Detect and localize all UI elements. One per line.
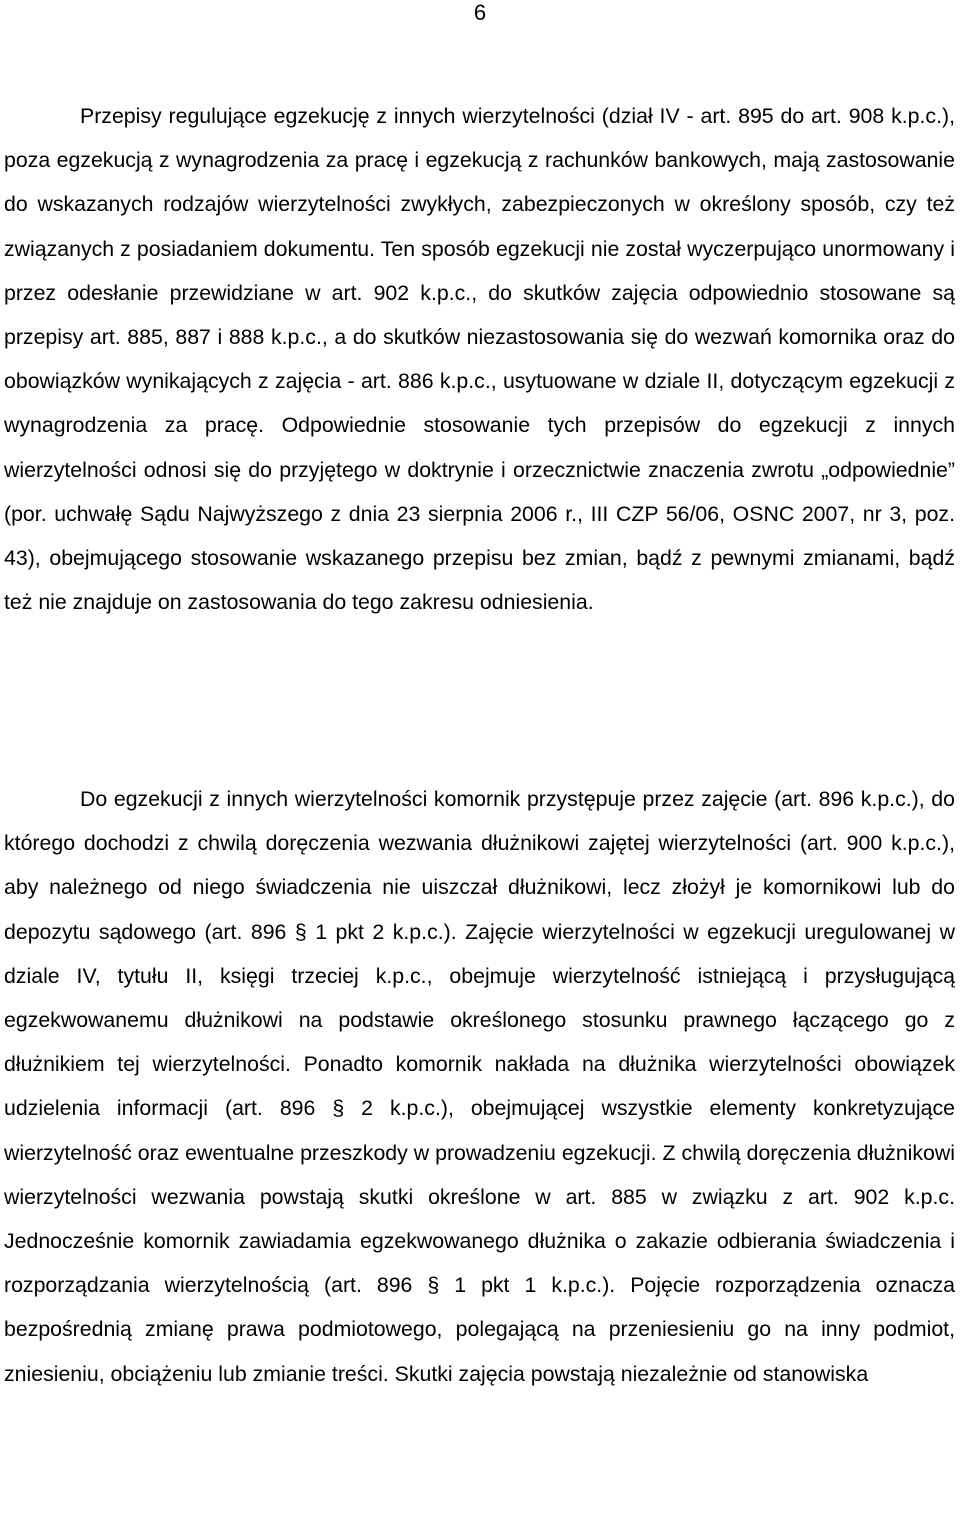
paragraph-1: Przepisy regulujące egzekucję z innych wierzytelności (dział IV - art. 895 do art. 908 k.p.c.), poza egzekucją z wynagrodzenia za pracę i egzekucją z rachunków bankowych, mają zastosowanie do wskazanych rodzajów wierzytelności zwykłych, zabezpieczonych w określony sposób, czy też związanych z posiadaniem dokumentu. Ten sposób egzekucji nie został wyczerpująco unormowany i przez odesłanie przewidziane w art. 902 k.p.c., do skutków zajęcia odpowiednio stosowane są przepisy art. 885, 887 i 888 k.p.c., a do skutków niezastosowania się do wezwań komornika oraz do obowiązków wynikających z zajęcia - art. 886 k.p.c., usytuowane w dziale II, dotyczącym egzekucji z wynagrodzenia za pracę. Odpowiednie stosowanie tych przepisów do egzekucji z innych wierzytelności odnosi się do przyjętego w doktrynie i orzecznictwie znaczenia zwrotu „odpowiednie” (por. uchwałę Sądu Najwyższego z dnia 23 sierpnia 2006 r., III CZP 56/06, OSNC 2007, nr 3, poz. 43), obejmującego stosowanie wskazanego przepisu bez zmian, bądź z pewnymi zmianami, bądź też nie znajduje on zastosowania do tego zakresu odniesienia. xyxy=(4,104,955,615)
page-number: 6 xyxy=(473,0,487,25)
paragraph-2: Do egzekucji z innych wierzytelności komornik przystępuje przez zajęcie (art. 896 k.p.c.), do którego dochodzi z chwilą doręczenia wezwania dłużnikowi zajętej wierzytelności (art. 900 k.p.c.), aby należnego od niego świadczenia nie uiszczał dłużnikowi, lecz złożył je komornikowi lub do depozytu sądowego (art. 896 § 1 pkt 2 k.p.c.). Zajęcie wierzytelności w egzekucji uregulowanej w dziale IV, tytułu II, księgi trzeciej k.p.c., obejmuje wierzytelność istniejącą i przysługującą egzekwowanemu dłużnikowi na podstawie określonego stosunku prawnego łączącego go z dłużnikiem tej wierzytelności. Ponadto komornik nakłada na dłużnika wierzytelności obowiązek udzielenia informacji (art. 896 § 2 k.p.c.), obejmującej wszystkie elementy konkretyzujące wierzytelność oraz ewentualne przeszkody w prowadzeniu egzekucji. Z chwilą doręczenia dłużnikowi wierzytelności wezwania powstają skutki określone w art. 885 w związku z art. 902 k.p.c. Jednocześnie komornik zawiadamia egzekwowanego dłużnika o zakazie odbierania świadczenia i rozporządzania wierzytelnością (art. 896 § 1 pkt 1 k.p.c.). Pojęcie rozporządzenia oznacza bezpośrednią zmianę prawa podmiotowego, polegającą na przeniesieniu go na inny podmiot, zniesieniu, obciążeniu lub zmianie treści. Skutki zajęcia powstają niezależnie od stanowiska xyxy=(4,787,955,1386)
